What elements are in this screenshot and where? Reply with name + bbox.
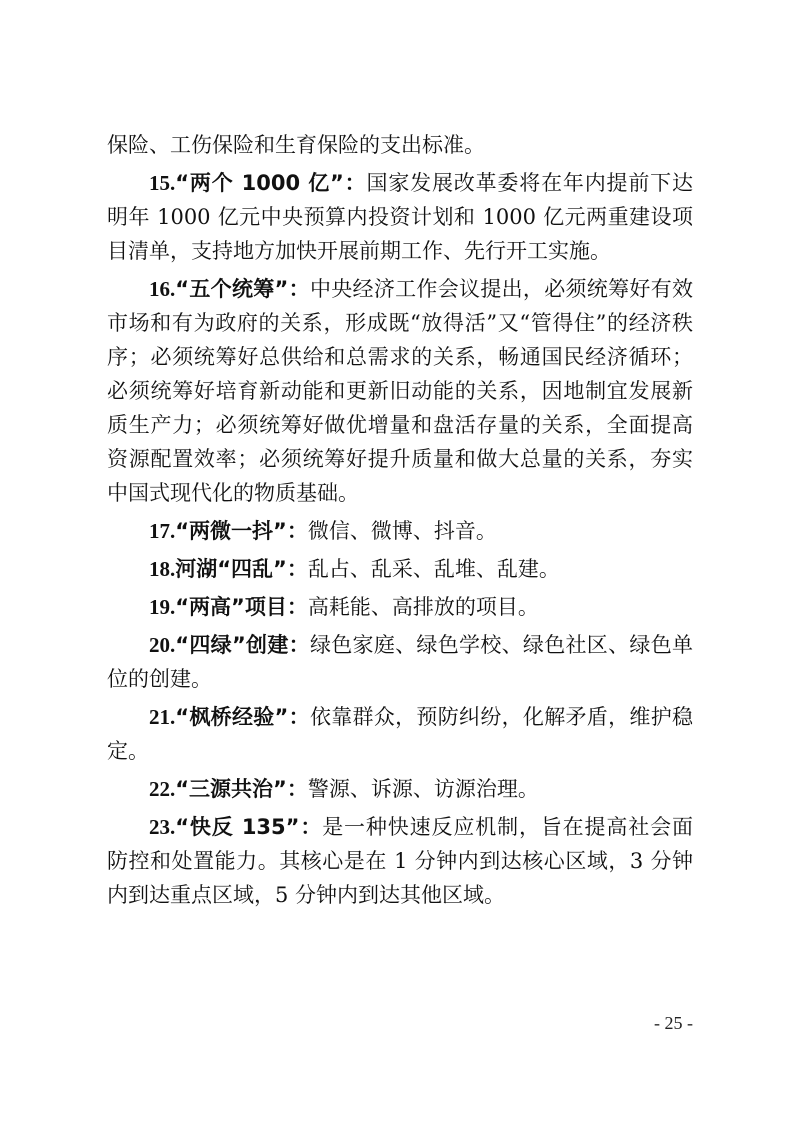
item-definition: 依靠群众，预防纠纷，化解矛盾，维护稳定。 [107, 705, 693, 763]
item-number: 19. [149, 595, 176, 619]
item-number: 20. [149, 633, 176, 657]
item-number: 23. [149, 815, 176, 839]
page-number: - 25 - [654, 1013, 693, 1033]
continuation-paragraph: 保险、工伤保险和生育保险的支出标准。 [107, 133, 485, 157]
item-term: “两个 1000 亿”： [175, 171, 367, 195]
glossary-item-16 [107, 272, 693, 510]
item-number: 18. [149, 557, 176, 581]
item-number: 22. [149, 777, 176, 801]
item-definition: 国家发展改革委将在年内提前下达明年 1000 亿元中央预算内投资计划和 1000 亿元两重建设项目清单，支持地方加快开展前期工作、先行开工实施。 [107, 171, 693, 263]
item-definition: 中央经济工作会议提出，必须统筹好有效市场和有为政府的关系，形成既“放得活”又“管得住”的经济秩序；必须统筹好总供给和总需求的关系，畅通国民经济循环；必须统筹好培育新动能和更新旧动能的关系，因地制宜发展新质生产力；必须统筹好做优增量和盘活存量的关系，全面提高资源配置效率；必须统筹好提升质量和做大总量的关系，夯实中国式现代化的物质基础。 [107, 277, 693, 505]
glossary-item-22 [107, 772, 693, 806]
item-number: 16. [149, 277, 176, 301]
item-definition: 是一种快速反应机制，旨在提高社会面防控和处置能力。其核心是在 1 分钟内到达核心区域，3 分钟内到达重点区域，5 分钟内到达其他区域。 [107, 815, 694, 907]
document-body [107, 128, 693, 916]
item-term: “五个统筹”： [175, 277, 310, 301]
glossary-item-18 [107, 552, 693, 586]
glossary-item-15 [107, 166, 693, 268]
item-definition: 微信、微博、抖音。 [307, 519, 497, 543]
glossary-item-17 [107, 514, 693, 548]
glossary-item-20 [107, 628, 693, 696]
glossary-item-23 [107, 810, 693, 912]
item-number: 15. [149, 171, 176, 195]
item-term: “快反 135”： [175, 815, 323, 839]
glossary-item-21 [107, 700, 693, 768]
item-definition: 警源、诉源、访源治理。 [307, 777, 539, 801]
item-term: “三源共治”： [175, 777, 308, 801]
glossary-item-19 [107, 590, 693, 624]
item-definition: 高耗能、高排放的项目。 [307, 595, 539, 619]
item-term: “四绿”创建： [175, 633, 310, 657]
item-term: “两高”项目： [175, 595, 308, 619]
item-term: 河湖“四乱”： [175, 557, 308, 581]
item-number: 17. [149, 519, 176, 543]
item-number: 21. [149, 705, 176, 729]
item-definition: 绿色家庭、绿色学校、绿色社区、绿色单位的创建。 [107, 633, 693, 691]
item-term: “枫桥经验”： [175, 705, 310, 729]
item-definition: 乱占、乱采、乱堆、乱建。 [307, 557, 560, 581]
item-term: “两微一抖”： [175, 519, 308, 543]
